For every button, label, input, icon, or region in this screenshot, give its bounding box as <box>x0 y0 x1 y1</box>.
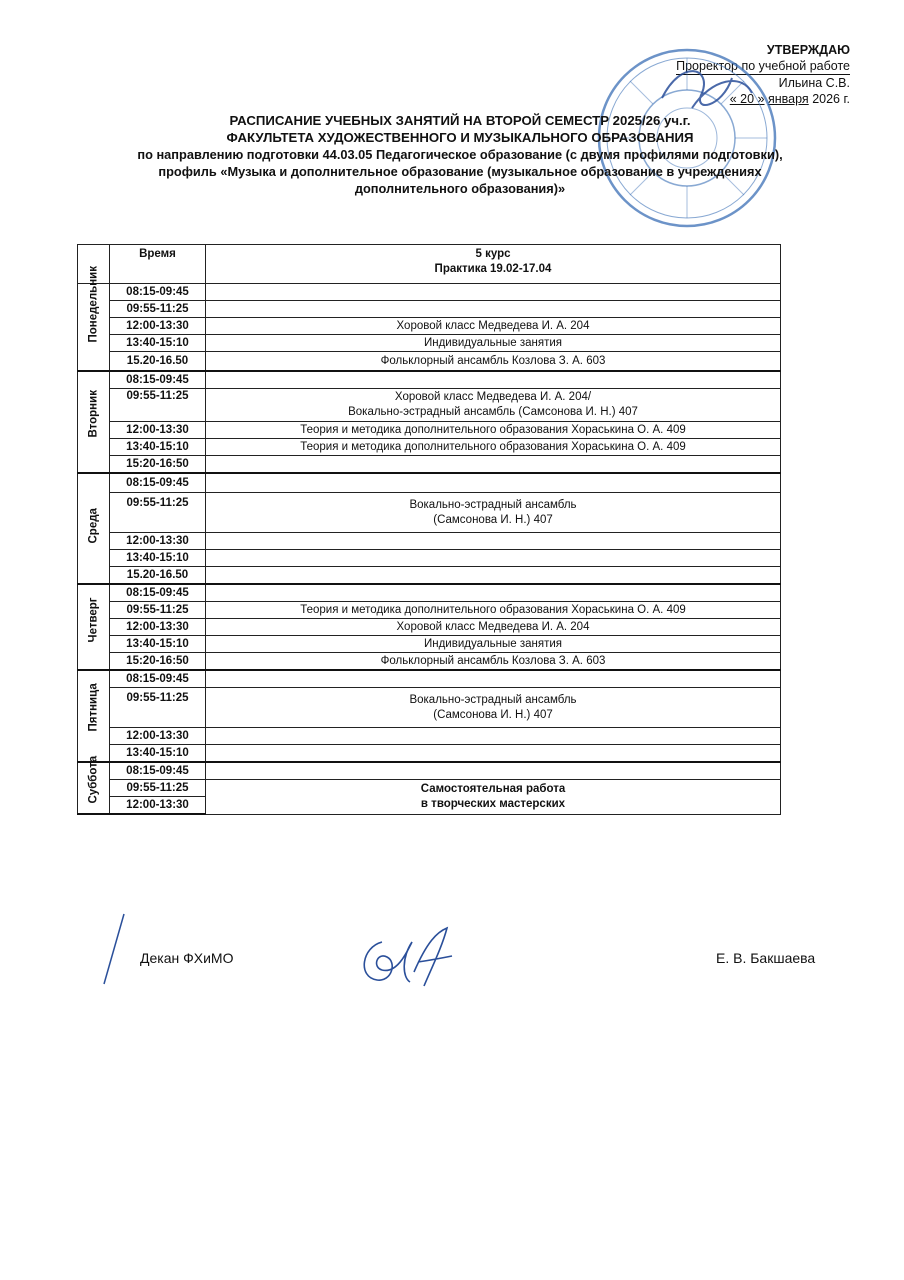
lesson-cell: Теория и методика дополнительного образования Хораськина О. А. 409 <box>206 422 781 439</box>
time-slot: 15.20-16.50 <box>110 567 206 585</box>
schedule-table <box>77 244 781 815</box>
lesson-cell <box>206 584 781 602</box>
heading-line-4: профиль «Музыка и дополнительное образование (музыкальное образование в учреждениях <box>158 164 762 179</box>
lesson-line: (Самсонова И. Н.) 407 <box>433 708 553 721</box>
approval-date-day: « 20 » <box>729 92 765 106</box>
lesson-line: Самостоятельная работа <box>420 782 566 795</box>
day-thursday: Четверг <box>78 584 110 670</box>
dean-role: Декан ФХиМО <box>140 950 234 966</box>
time-slot: 09:55-11:25 <box>110 493 206 533</box>
approval-date-month: января <box>768 92 809 106</box>
lesson-cell: Хоровой класс Медведева И. А. 204 <box>206 619 781 636</box>
time-slot: 12:00-13:30 <box>110 533 206 550</box>
day-saturday: Суббота <box>78 762 110 814</box>
time-slot: 09:55-11:25 <box>110 301 206 318</box>
time-slot: 12:00-13:30 <box>110 619 206 636</box>
header-course-label: 5 курс <box>475 248 511 260</box>
heading-line-3: по направлению подготовки 44.03.05 Педагогическое образование (с двумя профилями подготовки), <box>137 147 783 162</box>
time-slot: 09:55-11:25 <box>110 389 206 422</box>
handwritten-signature-icon <box>352 922 462 992</box>
heading-line-1: РАСПИСАНИЕ УЧЕБНЫХ ЗАНЯТИЙ НА ВТОРОЙ СЕМЕСТР 2025/26 уч.г. <box>229 113 691 128</box>
approval-date-year: 2026 г. <box>812 92 850 106</box>
lesson-cell <box>206 688 781 728</box>
day-wednesday: Среда <box>78 473 110 584</box>
lesson-cell <box>206 456 781 474</box>
lesson-line: в творческих мастерских <box>420 797 566 810</box>
lesson-cell: Индивидуальные занятия <box>206 636 781 653</box>
time-slot: 08:15-09:45 <box>110 284 206 301</box>
dean-name: Е. В. Бакшаева <box>716 950 816 966</box>
time-slot: 13:40-15:10 <box>110 335 206 352</box>
lesson-line: (Самсонова И. Н.) 407 <box>433 513 553 526</box>
heading-line-2: ФАКУЛЬТЕТА ХУДОЖЕСТВЕННОГО И МУЗЫКАЛЬНОГО ОБРАЗОВАНИЯ <box>226 130 694 145</box>
lesson-line: Хоровой класс Медведева И. А. 204/ <box>394 391 592 403</box>
time-slot: 12:00-13:30 <box>110 318 206 335</box>
lesson-cell <box>206 284 781 301</box>
time-slot: 15:20-16:50 <box>110 653 206 671</box>
approval-date <box>590 91 850 107</box>
lesson-cell <box>206 567 781 585</box>
header-course <box>206 245 781 284</box>
lesson-cell <box>206 533 781 550</box>
lesson-cell <box>206 301 781 318</box>
lesson-cell <box>206 550 781 567</box>
header-time: Время <box>110 245 206 284</box>
time-slot: 08:15-09:45 <box>110 371 206 389</box>
time-slot: 12:00-13:30 <box>110 797 206 815</box>
schedule-heading <box>60 112 860 197</box>
lesson-cell-self-study <box>206 780 781 815</box>
time-slot: 08:15-09:45 <box>110 584 206 602</box>
day-friday: Пятница <box>78 670 110 762</box>
lesson-line: Вокально-эстрадный ансамбль <box>409 693 577 706</box>
time-slot: 08:15-09:45 <box>110 670 206 688</box>
lesson-cell: Теория и методика дополнительного образования Хораськина О. А. 409 <box>206 439 781 456</box>
approval-title: УТВЕРЖДАЮ <box>766 43 850 57</box>
lesson-cell <box>206 473 781 493</box>
day-monday: Понедельник <box>78 284 110 372</box>
time-slot: 08:15-09:45 <box>110 762 206 780</box>
lesson-cell: Фольклорный ансамбль Козлова З. А. 603 <box>206 352 781 372</box>
lesson-line: Вокально-эстрадный ансамбль (Самсонова И. Н.) 407 <box>348 406 638 418</box>
lesson-cell <box>206 728 781 745</box>
approval-position: Проректор по учебной работе <box>676 59 850 73</box>
approval-name: Ильина С.В. <box>778 76 850 90</box>
time-slot: 13:40-15:10 <box>110 745 206 763</box>
lesson-cell <box>206 745 781 763</box>
time-slot: 12:00-13:30 <box>110 422 206 439</box>
lesson-cell <box>206 670 781 688</box>
day-tuesday: Вторник <box>78 371 110 473</box>
time-slot: 12:00-13:30 <box>110 728 206 745</box>
lesson-cell: Теория и методика дополнительного образования Хораськина О. А. 409 <box>206 602 781 619</box>
time-slot: 13:40-15:10 <box>110 636 206 653</box>
time-slot: 08:15-09:45 <box>110 473 206 493</box>
heading-line-5: дополнительного образования)» <box>354 181 566 196</box>
time-slot: 09:55-11:25 <box>110 780 206 797</box>
time-slot: 15:20-16:50 <box>110 456 206 474</box>
pen-mark-icon <box>98 910 128 990</box>
approval-block <box>590 42 850 107</box>
header-practice-label: Практика 19.02-17.04 <box>434 263 552 275</box>
lesson-cell: Фольклорный ансамбль Козлова З. А. 603 <box>206 653 781 671</box>
time-slot: 13:40-15:10 <box>110 439 206 456</box>
time-slot: 09:55-11:25 <box>110 602 206 619</box>
lesson-cell <box>206 389 781 422</box>
lesson-cell <box>206 371 781 389</box>
lesson-cell: Индивидуальные занятия <box>206 335 781 352</box>
lesson-cell <box>206 493 781 533</box>
time-slot: 13:40-15:10 <box>110 550 206 567</box>
lesson-line: Вокально-эстрадный ансамбль <box>409 498 577 511</box>
time-slot: 15.20-16.50 <box>110 352 206 372</box>
time-slot: 09:55-11:25 <box>110 688 206 728</box>
lesson-cell <box>206 762 781 780</box>
lesson-cell: Хоровой класс Медведева И. А. 204 <box>206 318 781 335</box>
